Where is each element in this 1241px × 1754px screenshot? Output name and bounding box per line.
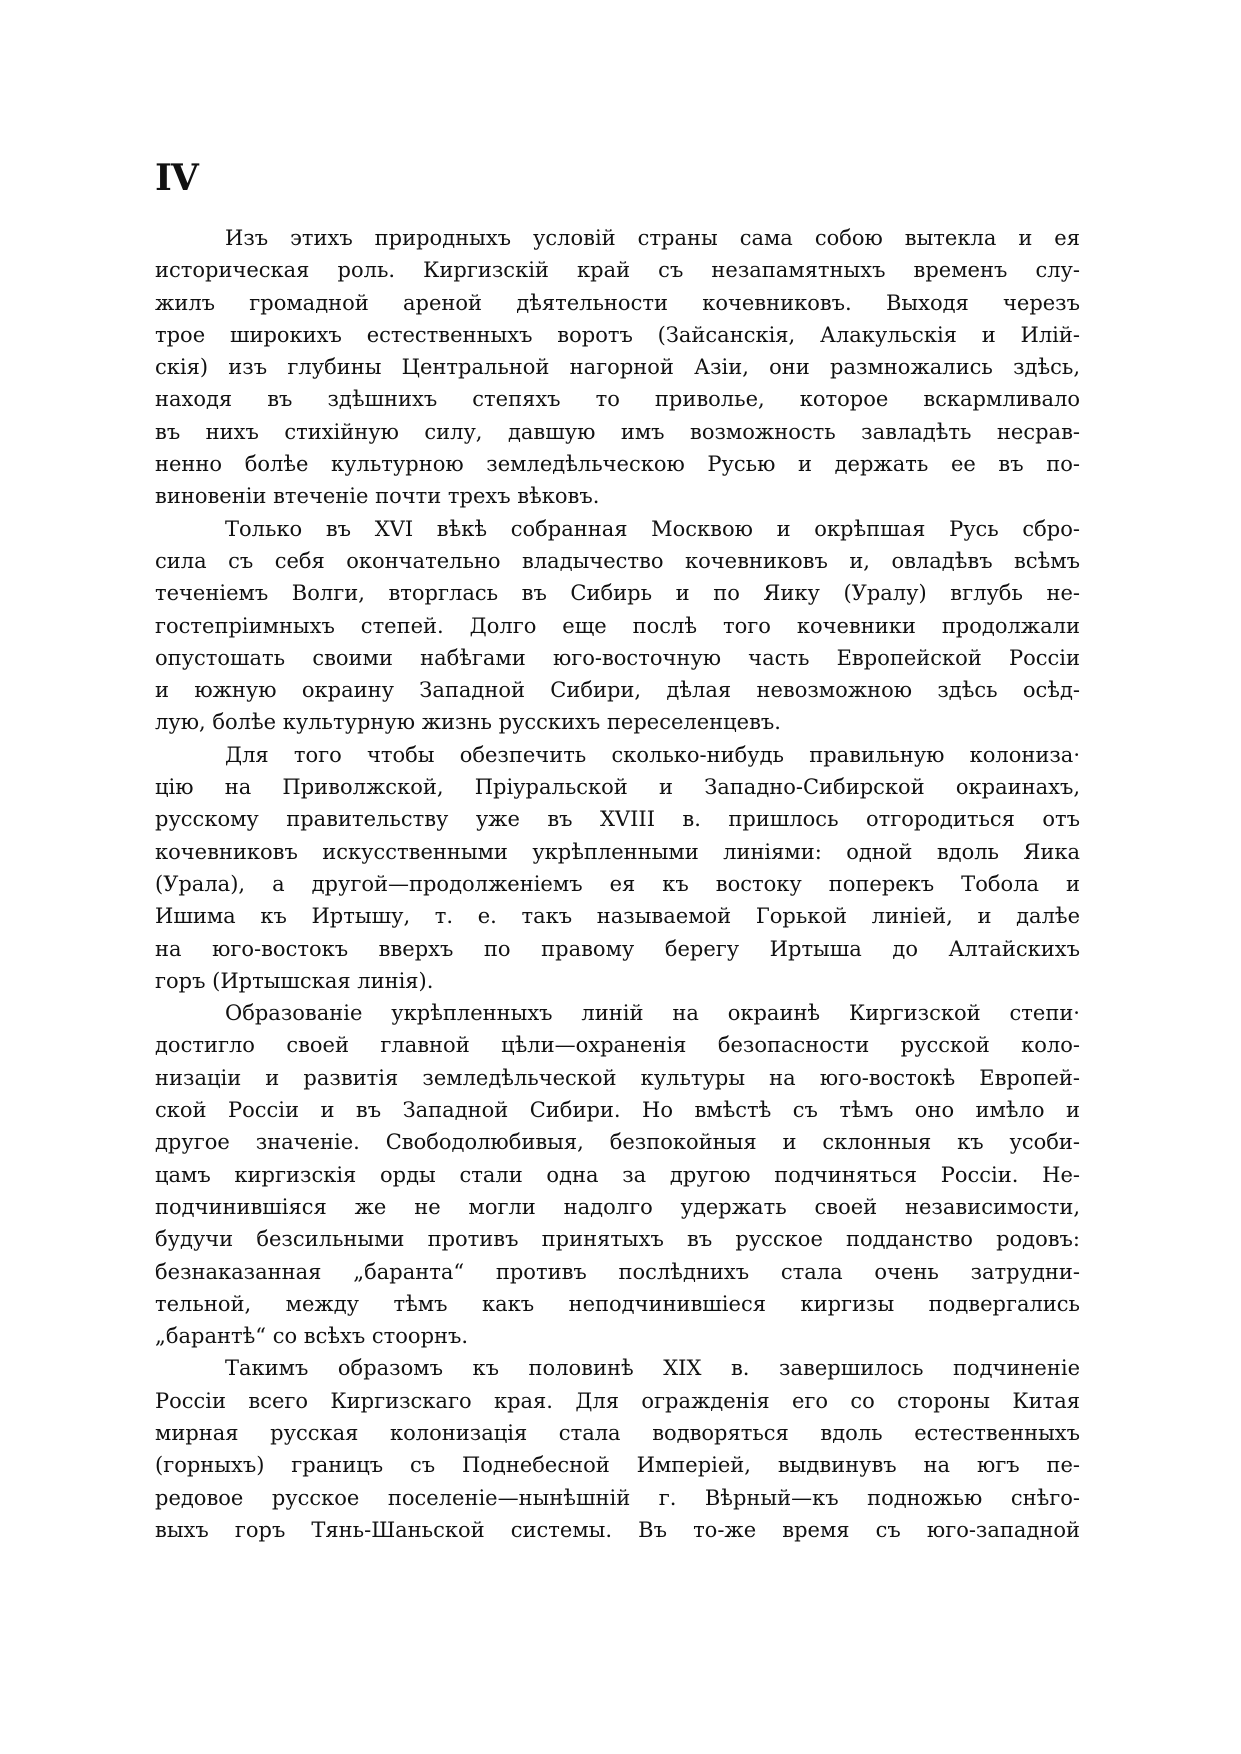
text-line: на юго-востокъ вверхъ по правому берегу Иртыша до Алтайскихъ: [155, 936, 1080, 961]
text-line: историческая роль. Киргизскій край съ незапамятныхъ временъ слу-: [155, 258, 1080, 283]
text-line: низаціи и развитія земледѣльческой культуры на юго-востокѣ Европей-: [155, 1065, 1080, 1090]
text-line: гостепріимныхъ степей. Долго еще послѣ того кочевники продолжали: [155, 613, 1080, 638]
paragraph-3: [155, 739, 1080, 997]
text-line: (горныхъ) границъ съ Поднебесной Имперіей, выдвинувъ на югъ пе-: [155, 1453, 1080, 1478]
text-line: Только въ XVI вѣкѣ собранная Москвою и окрѣпшая Русь сбро-: [225, 516, 1080, 541]
text-line: безнаказанная „баранта“ противъ послѣднихъ стала очень затрудни-: [155, 1259, 1080, 1284]
paragraph-5: [155, 1352, 1080, 1546]
text-line: теченіемъ Волги, вторглась въ Сибирь и по Яику (Уралу) вглубь не-: [155, 581, 1080, 606]
text-line: горъ (Иртышская линія).: [155, 968, 434, 993]
text-line: трое широкихъ естественныхъ воротъ (Зайсанскія, Алакульскія и Илій-: [155, 322, 1080, 347]
text-line: скія) изъ глубины Центральной нагорной Азіи, они размножались здѣсь,: [155, 355, 1080, 380]
text-line: подчинившіяся же не могли надолго удержать своей независимости,: [155, 1194, 1080, 1219]
page-number: IV: [155, 157, 198, 199]
text-line: будучи безсильными противъ принятыхъ въ русское подданство родовъ:: [155, 1227, 1080, 1252]
text-line: и южную окраину Западной Сибири, дѣлая невозможною здѣсь осѣд-: [155, 678, 1080, 703]
text-line: жилъ громадной ареной дѣятельности кочевниковъ. Выходя черезъ: [155, 290, 1080, 315]
text-line: ненно болѣе культурною земледѣльческою Русью и держать ее въ по-: [155, 452, 1080, 477]
paragraph-2: [155, 513, 1080, 739]
text-line: выхъ горъ Тянь-Шаньской системы. Въ то-же время съ юго-западной: [155, 1517, 1080, 1542]
text-line: мирная русская колонизація стала водворяться вдоль естественныхъ: [155, 1420, 1080, 1445]
text-line: цію на Приволжской, Пріуральской и Западно-Сибирской окраинахъ,: [155, 775, 1080, 800]
text-line: тельной, между тѣмъ какъ неподчинившіеся киргизы подвергались: [155, 1291, 1080, 1316]
text-line: Для того чтобы обезпечить сколько-нибудь правильную колониза·: [225, 742, 1080, 767]
text-line: Ишима къ Иртышу, т. е. такъ называемой Горькой линіей, и далѣе: [155, 904, 1080, 929]
text-line: лую, болѣе культурную жизнь русскихъ переселенцевъ.: [155, 710, 781, 735]
text-line: редовое русское поселеніе—нынѣшній г. Вѣрный—къ подножью снѣго-: [155, 1485, 1080, 1510]
text-line: достигло своей главной цѣли—охраненія безопасности русской коло-: [155, 1033, 1080, 1058]
text-line: Изъ этихъ природныхъ условій страны сама собою вытекла и ея: [225, 226, 1080, 250]
paragraph-1: [155, 222, 1080, 513]
text-line: русскому правительству уже въ XVIII в. пришлось отгородиться отъ: [155, 807, 1080, 832]
paragraph-4: [155, 997, 1080, 1352]
text-line: въ нихъ стихійную силу, давшую имъ возможность завладѣть несрав-: [155, 419, 1080, 444]
text-line: Такимъ образомъ къ половинѣ XIX в. завершилось подчиненіе: [225, 1356, 1080, 1381]
text-line: опустошать своими набѣгами юго-восточную часть Европейской Россіи: [155, 645, 1080, 670]
text-line: ской Россіи и въ Западной Сибири. Но вмѣстѣ съ тѣмъ оно имѣло и: [155, 1098, 1080, 1123]
text-line: находя въ здѣшнихъ степяхъ то приволье, которое вскармливало: [155, 387, 1080, 412]
text-line: цамъ киргизскія орды стали одна за другою подчиняться Россіи. Не-: [155, 1162, 1080, 1187]
text-line: (Урала), а другой—продолженіемъ ея къ востоку поперекъ Тобола и: [155, 871, 1080, 896]
text-line: сила съ себя окончательно владычество кочевниковъ и, овладѣвъ всѣмъ: [155, 548, 1080, 573]
text-line: „барантѣ“ со всѣхъ стоорнъ.: [155, 1324, 469, 1349]
text-line: Россіи всего Киргизскаго края. Для огражденія его со стороны Китая: [155, 1388, 1080, 1413]
body-text: [155, 222, 1080, 1546]
text-line: другое значеніе. Свободолюбивыя, безпокойныя и склонныя къ усоби-: [155, 1130, 1080, 1155]
text-line: Образованіе укрѣпленныхъ линій на окраинѣ Киргизской степи·: [225, 1001, 1080, 1026]
text-line: кочевниковъ искусственными укрѣпленными линіями: одной вдоль Яика: [155, 839, 1080, 864]
text-line: виновеніи втеченіе почти трехъ вѣковъ.: [155, 484, 600, 509]
